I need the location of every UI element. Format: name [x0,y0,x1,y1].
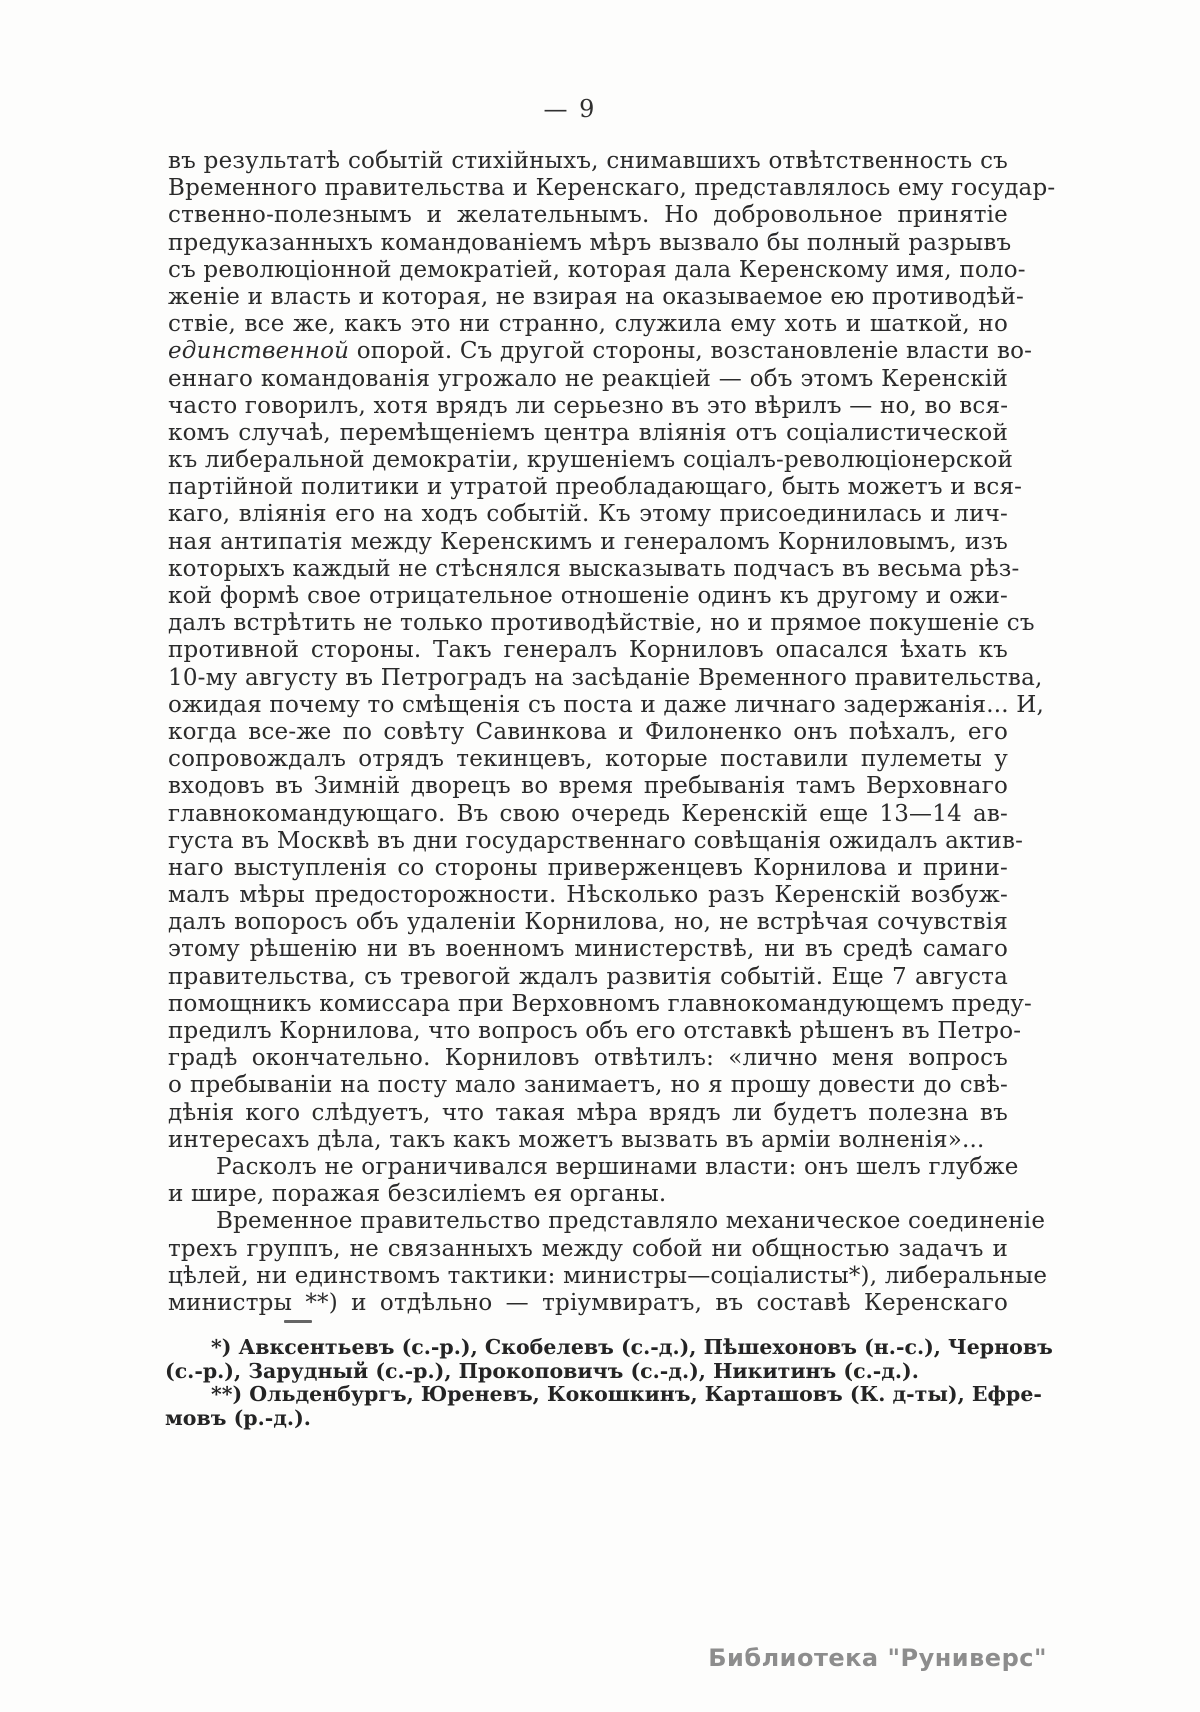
body-line: съ революціонной демократіей, которая дала Керенскому имя, поло- [168,256,1026,283]
footnote-line: *) Авксентьевъ (с.-р.), Скобелевъ (с.-д.), Пѣшехоновъ (н.-с.), Черновъ [211,1335,1053,1359]
body-line: сопровождалъ отрядъ текинцевъ, которые поставили пулеметы у [168,746,1008,773]
body-line: правительства, съ тревогой ждалъ развитія событій. Еще 7 августа [168,963,1008,990]
body-line: трехъ группъ, не связанныхъ между собой ни общностью задачъ и [168,1235,1008,1262]
body-line: въ результатѣ событій стихійныхъ, снимавшихъ отвѣтственность съ [168,148,1008,174]
body-line: входовъ въ Зимній дворецъ во время пребыванія тамъ Верховнаго [168,773,1008,800]
body-line: каго, вліянія его на ходъ событій. Къ этому присоединилась и лич- [168,501,1008,528]
body-line: министры **) и отдѣльно — тріумвиратъ, въ составѣ Керенскаго [168,1289,1008,1316]
body-line: о пребываніи на посту мало занимаетъ, но я прошу довести до свѣ- [168,1072,1008,1099]
body-line: дѣнія кого слѣдуетъ, что такая мѣра врядъ ли будетъ полезна въ [168,1099,1008,1126]
body-line: наго выступленія со стороны приверженцевъ Корнилова и прини- [168,854,1008,881]
body-line: Временное правительство представляло механическое соединеніе [216,1208,1046,1235]
body-line: Временного правительства и Керенскаго, представлялось ему государ- [168,175,1056,202]
body-line: главнокомандующаго. Въ свою очередь Керенскій еще 13—14 ав- [168,800,1008,827]
body-line: далъ вопоросъ объ удаленіи Корнилова, но, не встрѣчая сочувствія [168,909,1008,936]
footnote-line: мовъ (р.-д.). [165,1405,311,1430]
body-line: и шире, поражая безсиліемъ ея органы. [168,1181,667,1208]
body-line: 10-му августу въ Петроградъ на засѣданіе Временного правительства, [168,664,1043,691]
body-line: предилъ Корнилова, что вопросъ объ его отставкѣ рѣшенъ въ Петро- [168,1018,1022,1044]
italic-word: единственной [168,338,357,365]
body-line: интересахъ дѣла, такъ какъ можетъ вызвать въ арміи волненія»... [168,1126,985,1153]
body-line: которыхъ каждый не стѣснялся высказывать подчасъ въ весьма рѣз- [168,555,1020,582]
body-line: Расколъ не ограничивался вершинами власти: онъ шелъ глубже [216,1153,1019,1180]
body-line: женіе и власть и которая, не взирая на оказываемое ею противодѣй- [168,283,1024,310]
body-line-text: опорой. Съ другой стороны, возстановленіе власти во- [356,338,1033,365]
body-line: цѣлей, ни единствомъ тактики: министры—соціалисты*), либеральные [168,1262,1048,1289]
body-line: ная антипатія между Керенскимъ и генераломъ Корниловымъ, изъ [168,528,1008,555]
body-line: кой формѣ свое отрицательное отношеніе одинъ къ другому и ожи- [168,583,1008,609]
body-line: этому рѣшенію ни въ военномъ министерствѣ, ни въ средѣ самаго [168,936,1008,963]
body-line: комъ случаѣ, перемѣщеніемъ центра вліянія отъ соціалистической [168,419,1008,446]
body-line: противной стороны. Такъ генералъ Корниловъ опасался ѣхать къ [168,637,1008,664]
footnotes [165,1335,1053,1430]
page-text [168,148,1056,1317]
body-line: градѣ окончательно. Корниловъ отвѣтилъ: «лично меня вопросъ [168,1045,1008,1072]
body-line [168,338,1033,365]
body-line: предуказанныхъ командованіемъ мѣръ вызвало бы полный разрывъ [168,229,1012,256]
print-artifact-mark [284,1320,312,1323]
body-line: далъ встрѣтить не только противодѣйствіе, но и прямое покушеніе съ [168,610,1035,637]
body-line: часто говорилъ, хотя врядъ ли серьезно въ это вѣрилъ — но, во вся- [168,392,1009,419]
footnote-line: (с.-р.), Зарудный (с.-р.), Прокоповичъ (с.-д.), Никитинъ (с.-д.). [165,1358,919,1383]
body-line: еннаго командованія угрожало не реакціей — объ этомъ Керенскій [168,365,1008,392]
footnote-line: **) Ольденбургъ, Юреневъ, Кокошкинъ, Карташовъ (К. д-ты), Ефре- [211,1382,1042,1407]
body-line: ожидая почему то смѣщенія съ поста и даже личнаго задержанія... И, [168,691,1045,718]
body-line: когда все-же по совѣту Савинкова и Филоненко онъ поѣхалъ, его [168,718,1008,745]
body-line: малъ мѣры предосторожности. Нѣсколько разъ Керенскій возбуж- [168,882,1008,909]
body-line: къ либеральной демократіи, крушеніемъ соціалъ-революціонерской [168,447,1014,474]
body-line: густа въ Москвѣ въ дни государственнаго совѣщанія ожидалъ актив- [168,827,1024,854]
body-line: ствіе, все же, какъ это ни странно, служила ему хоть и шаткой, но [168,311,1008,338]
library-watermark: Библиотека "Руниверс" [708,1644,1047,1672]
body-line: ственно-полезнымъ и желательнымъ. Но добровольное принятіе [168,202,1008,229]
page-number: — 9 [543,95,597,123]
body-line: партійной политики и утратой преобладающаго, быть можетъ и вся- [168,474,1023,501]
body-line: помощникъ комиссара при Верховномъ главнокомандующемъ преду- [168,990,1032,1017]
